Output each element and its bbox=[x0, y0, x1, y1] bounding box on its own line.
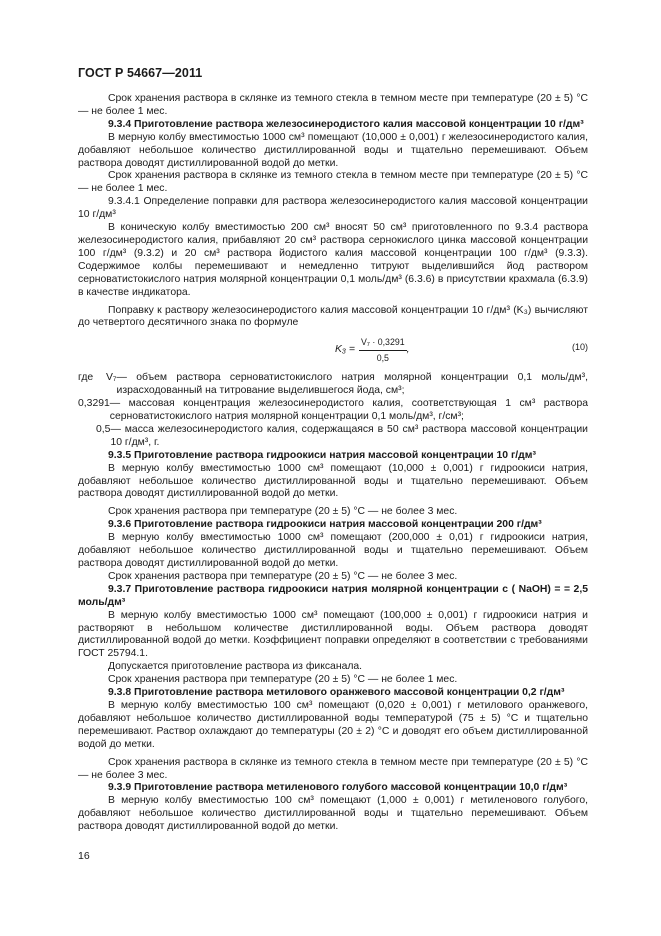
formula-trail: , bbox=[406, 344, 410, 356]
formula-10 bbox=[78, 332, 588, 366]
formula-denominator: 0,5 bbox=[376, 353, 389, 364]
formula-number: (10) bbox=[571, 342, 588, 353]
where-term-2: 0,3291 bbox=[78, 398, 110, 410]
where-item-2 bbox=[78, 398, 588, 424]
section-heading-9-3-8: 9.3.8 Приготовление раствора метилового оранжевого массовой концентрации 0,2 г/дм³ bbox=[108, 687, 565, 699]
storage-note-1: Срок хранения раствора в склянке из темного стекла в темном месте при температуре (20 ± 5) °С — не более 1 мес. bbox=[78, 93, 588, 117]
formula-expression bbox=[335, 336, 410, 365]
where-def-2: — массовая концентрация железосинеродистого калия, соответствующая 1 см³ раствора серноватистокислого натрия молярной концентрации 0,1 моль/дм³, г/см³; bbox=[109, 398, 588, 423]
storage-note-6: Срок хранения раствора в склянке из темного стекла в темном месте при температуре (20 ± 5) °С — не более 3 мес. bbox=[78, 756, 588, 781]
where-item-3 bbox=[78, 424, 588, 450]
procedure-9-3-4: В мерную колбу вместимостью 1000 см³ помещают (10,000 ± 0,001) г железосинеродистого калия, добавляют небольшое количество дистиллированной воды и тщательно перемешивают. Объем раствора доводят дистиллированной водой до метки. bbox=[78, 131, 588, 169]
where-def-1: — объем раствора серноватистокислого натрия молярной концентрации 0,1 моль/дм³, израсходованный на титрование выделившегося йода, см³; bbox=[116, 372, 588, 397]
storage-note-3: Срок хранения раствора при температуре (20 ± 5) °С — не более 3 мес. bbox=[108, 506, 458, 518]
where-term-3: 0,5 bbox=[96, 423, 111, 435]
where-item-1 bbox=[78, 372, 588, 398]
procedure-9-3-7: В мерную колбу вместимостью 1000 см³ помещают (100,000 ± 0,001) г гидроокиси натрия и растворяют в небольшом количестве дистиллированной воды. Объем раствора доводят дистиллированной водой до метки. Коэффициент поправки определяют в соответствии с требованиями ГОСТ 25794.1. bbox=[78, 609, 588, 660]
section-heading-9-3-4-1: 9.3.4.1 Определение поправки для раствора железосинеродистого калия массовой концентрации 10 г/дм³ bbox=[78, 196, 588, 221]
storage-note-4: Срок хранения раствора при температуре (20 ± 5) °С — не более 3 мес. bbox=[108, 570, 458, 582]
page-number: 16 bbox=[78, 850, 90, 862]
where-def-3: — масса железосинеродистого калия, содержащаяся в 50 см³ раствора массовой концентрации 10 г/дм³, г. bbox=[110, 423, 588, 448]
storage-note-5: Срок хранения раствора при температуре (20 ± 5) °С — не более 1 мес. bbox=[108, 674, 458, 686]
section-heading-9-3-7: 9.3.7 Приготовление раствора гидроокиси натрия молярной концентрации c ( NaOH) = = 2,5 моль/дм³ bbox=[78, 583, 588, 608]
where-term-1: V₇ bbox=[106, 372, 117, 384]
formula-fraction bbox=[359, 336, 407, 365]
document-header: ГОСТ Р 54667—2011 bbox=[78, 66, 203, 80]
formula-lhs: K₃ = bbox=[335, 344, 356, 356]
correction-intro: Поправку к раствору железосинеродистого калия массовой концентрации 10 г/дм³ (K₃) вычисляют до четвертого десятичного знака по формуле bbox=[78, 304, 588, 329]
fixanal-note: Допускается приготовление раствора из фиксанала. bbox=[108, 661, 363, 673]
procedure-9-3-5: В мерную колбу вместимостью 1000 см³ помещают (10,000 ± 0,001) г гидроокиси натрия, добавляют небольшое количество дистиллированной воды и тщательно перемешивают. Объем раствора доводят дистиллированной водой до метки. bbox=[78, 462, 588, 500]
formula-numerator: V₇ · 0,3291 bbox=[359, 336, 407, 351]
procedure-9-3-6: В мерную колбу вместимостью 1000 см³ помещают (200,000 ± 0,01) г гидроокиси натрия, добавляют небольшое количество дистиллированной воды и тщательно перемешивают. Объем раствора доводят дистиллированной водой до метки. bbox=[78, 532, 588, 569]
document-body bbox=[78, 93, 588, 834]
procedure-9-3-8: В мерную колбу вместимостью 100 см³ помещают (0,020 ± 0,001) г метилового оранжевого, добавляют небольшое количество дистиллированной воды температурой (75 ± 5) °С и тщательно перемешивают. Раствор охлаждают до температуры (20 ± 2) °С и доводят его объем дистиллированной водой до метки. bbox=[78, 699, 588, 750]
section-heading-9-3-5: 9.3.5 Приготовление раствора гидроокиси натрия массовой концентрации 10 г/дм³ bbox=[108, 449, 536, 461]
procedure-9-3-9: В мерную колбу вместимостью 100 см³ помещают (1,000 ± 0,001) г метиленового голубого, добавляют небольшое количество дистиллированной воды и тщательно перемешивают. Объем раствора доводят дистиллированной водой до метки. bbox=[78, 795, 588, 833]
section-heading-9-3-9: 9.3.9 Приготовление раствора метиленового голубого массовой концентрации 10,0 г/дм³ bbox=[108, 782, 568, 794]
where-lead: где bbox=[78, 372, 94, 384]
section-heading-9-3-4: 9.3.4 Приготовление раствора железосинеродистого калия массовой концентрации 10 г/дм³ bbox=[108, 118, 584, 130]
storage-note-2: Срок хранения раствора в склянке из темного стекла в темном месте при температуре (20 ± 5) °С — не более 1 мес. bbox=[78, 170, 588, 195]
procedure-9-3-4-1: В коническую колбу вместимостью 200 см³ вносят 50 см³ приготовленного по 9.3.4 раствора железосинеродистого калия, прибавляют 20 см³ раствора сернокислого цинка массовой концентрации 100 г/дм³ (9.3.2) и 20 см³ раствора йодистого калия массовой концентрации 100 г/дм³ (9.3.3). Содержимое колбы перемешивают и немедленно титруют выделившийся йод раствором серноватистокислого натрия молярной концентрации 0,1 моль/дм³ (6.3.6) в присутствии крахмала (6.3.9) в качестве индикатора. bbox=[78, 222, 588, 298]
section-heading-9-3-6: 9.3.6 Приготовление раствора гидроокиси натрия массовой концентрации 200 г/дм³ bbox=[108, 519, 542, 531]
